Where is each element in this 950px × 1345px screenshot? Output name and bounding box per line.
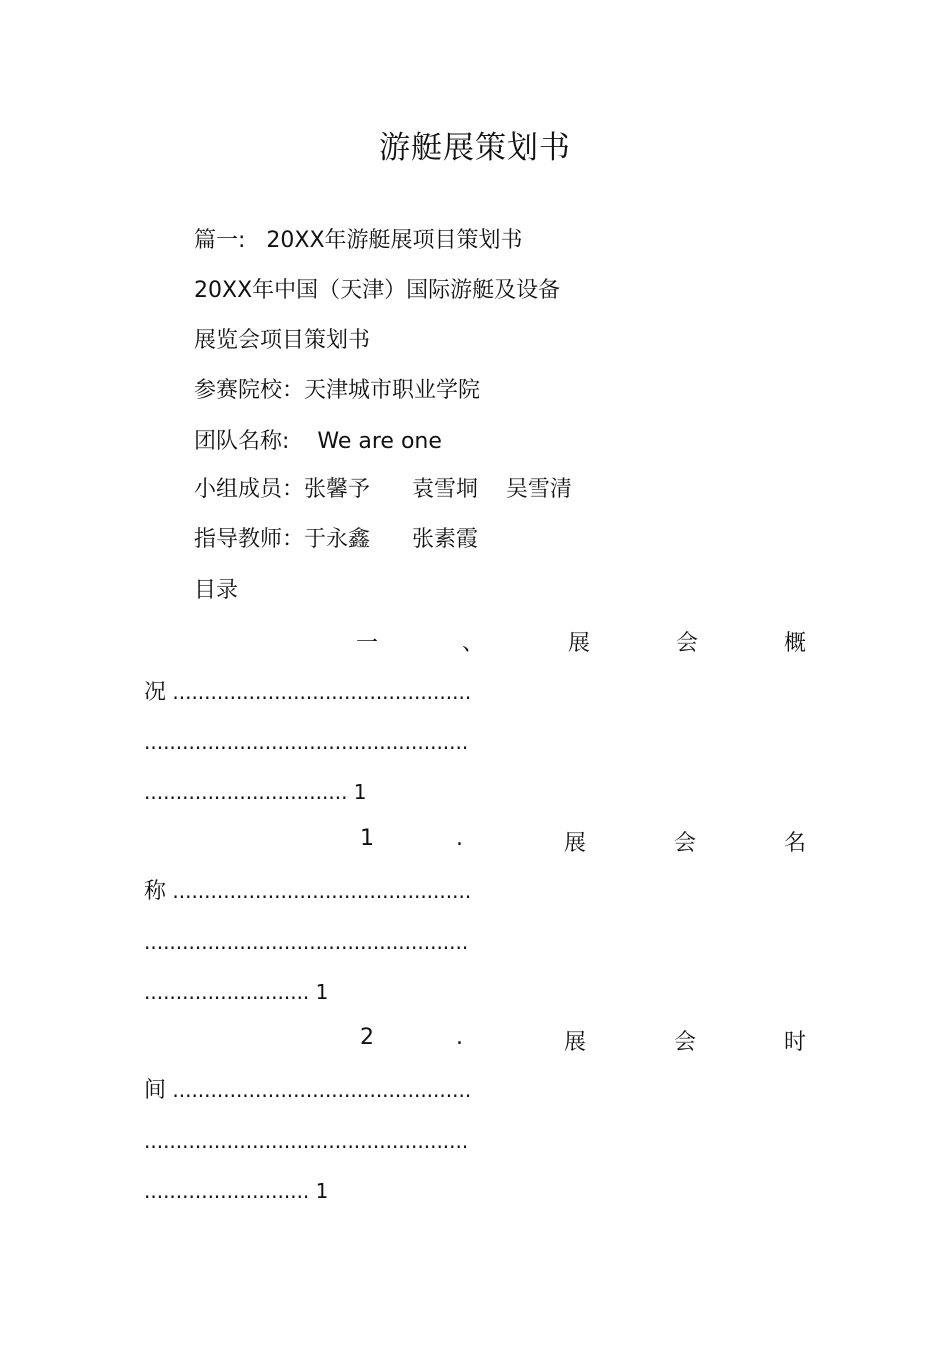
document-title: 游艇展策划书 <box>379 130 571 166</box>
members-line: 小组成员：张馨予 袁雪垌 吴雪清 <box>194 477 572 502</box>
toc-entry-cont: 称 ............................................... <box>144 879 472 904</box>
project-title-line-2: 展览会项目策划书 <box>194 328 371 353</box>
toc-char: 名 <box>784 831 807 856</box>
toc-dots: ................................................... <box>144 930 469 954</box>
toc-char: 展 <box>568 631 591 656</box>
toc-char: 会 <box>674 831 697 856</box>
school-line: 参赛院校：天津城市职业学院 <box>194 378 481 403</box>
toc-char: 、 <box>462 631 485 656</box>
advisors-line: 指导教师：于永鑫 张素霞 <box>194 527 478 552</box>
toc-char: 会 <box>676 631 699 656</box>
toc-heading: 目录 <box>194 578 239 603</box>
toc-char: 概 <box>784 631 807 656</box>
toc-char: . <box>456 1025 463 1050</box>
toc-dots: ................................................... <box>144 730 469 754</box>
toc-dots-page: .......................... 1 <box>144 1179 329 1203</box>
toc-char: 1 <box>360 826 374 851</box>
toc-entry-cont: 间 ............................................... <box>144 1078 472 1103</box>
toc-entry-head <box>356 826 808 856</box>
toc-dots-page: .......................... 1 <box>144 980 329 1004</box>
toc-dots-page: ................................ 1 <box>144 780 367 804</box>
toc-dots: ................................................... <box>144 1129 469 1153</box>
toc-entry-head <box>356 626 808 656</box>
toc-char: 一 <box>356 631 379 656</box>
team-name-line: 团队名称: We are one <box>194 429 442 454</box>
toc-char: 2 <box>360 1025 374 1050</box>
toc-char: 展 <box>564 1030 587 1055</box>
toc-char: . <box>456 826 463 851</box>
toc-entry-head <box>356 1025 808 1055</box>
project-title-line-1: 20XX年中国（天津）国际游艇及设备 <box>194 278 561 303</box>
toc-char: 展 <box>564 831 587 856</box>
toc-char: 时 <box>784 1030 807 1055</box>
toc-entry-cont: 况 ............................................... <box>144 680 472 705</box>
toc-char: 会 <box>674 1030 697 1055</box>
chapter-heading: 篇一: 20XX年游艇展项目策划书 <box>194 228 523 253</box>
